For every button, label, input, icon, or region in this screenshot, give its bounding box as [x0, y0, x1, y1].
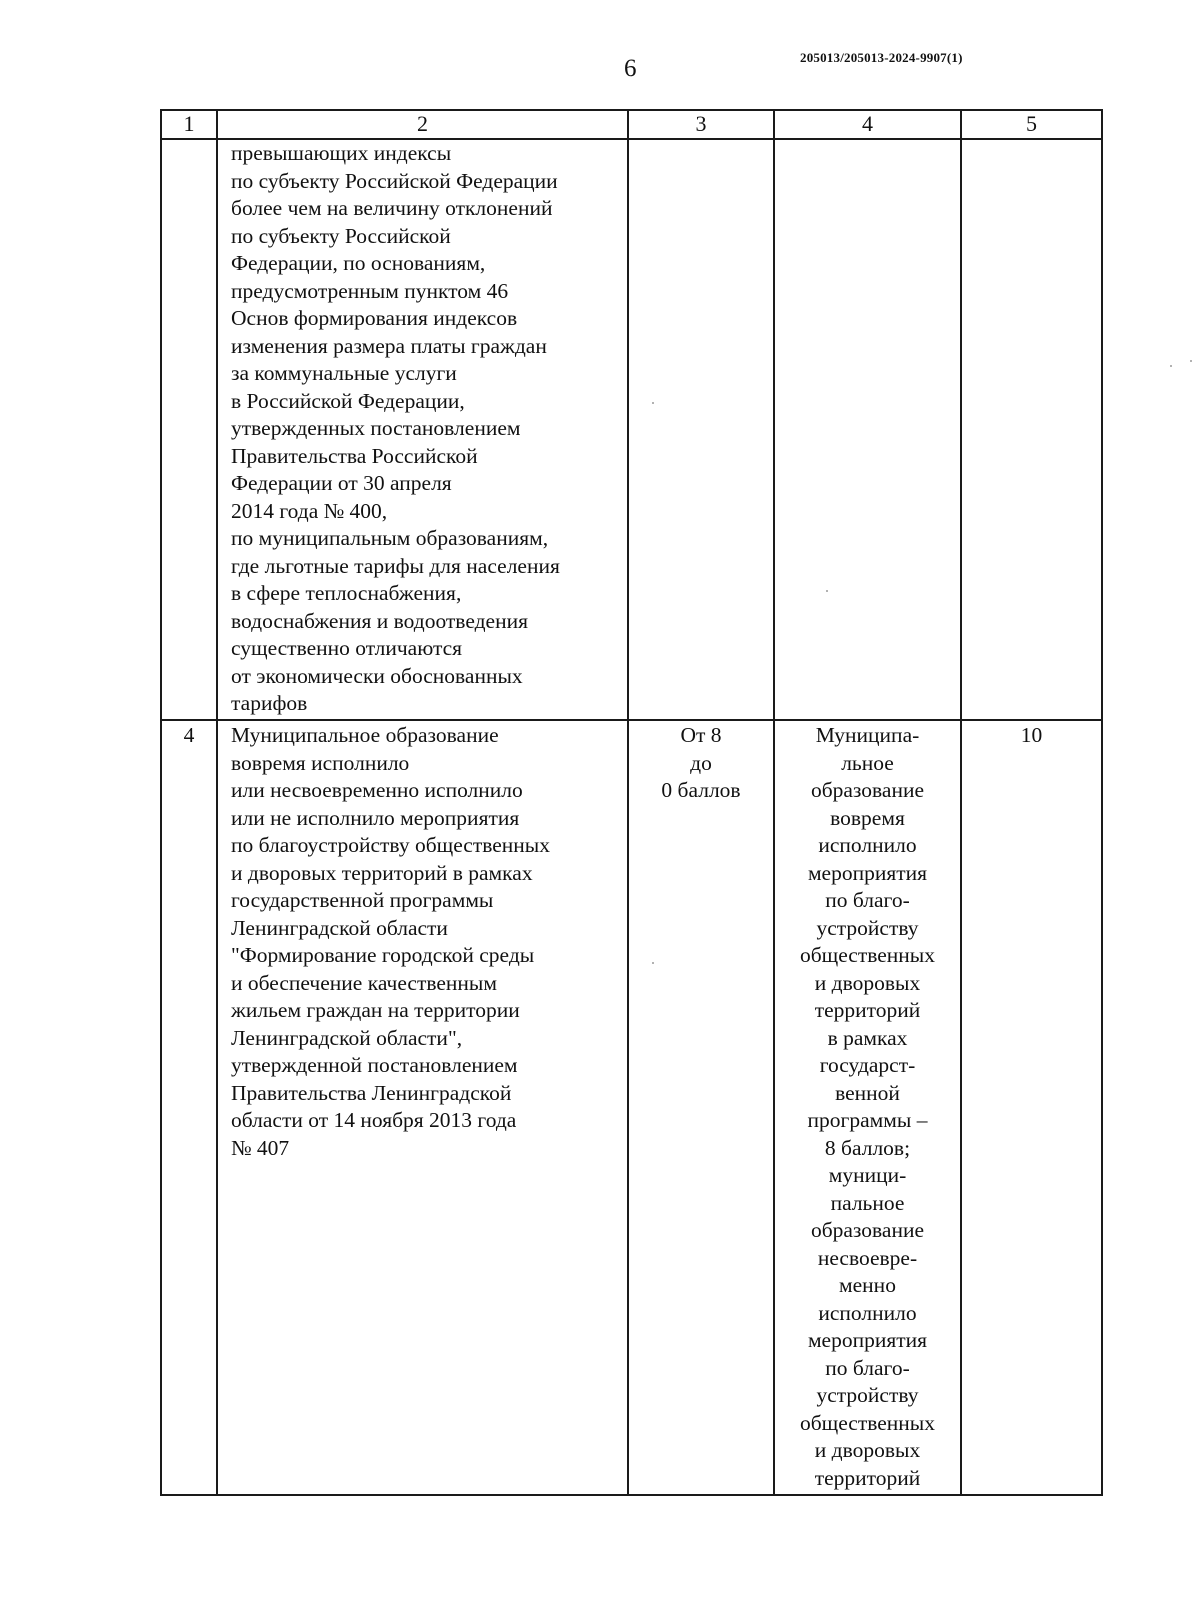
row-number: 4	[183, 723, 195, 747]
scan-speck	[1170, 365, 1172, 367]
scoring-rule: Муниципа- льное образование вовремя исполнило мероприятия по благо- устройству общественных и дворовых территорий в рамках государст- венной программы – 8 баллов; муници- пальное образование несвоевре- менно исполнило мероприятия по благо- устройству общественных и дворовых территорий	[799, 723, 936, 1490]
column-header-4: 4	[862, 111, 873, 136]
table-border-left	[160, 109, 162, 1496]
page-number: 6	[624, 55, 637, 82]
column-header-3: 3	[695, 111, 707, 136]
continuation-criterion-text: превышающих индексы по субъекту Российской Федерации более чем на величину отклонений по субъекту Российской Федерации, по основаниям, предусмотренным пунктом 46 Основ формирования индексов изменения размера платы граждан за коммунальные услуги в Российской Федерации, утвержденных постановлением Правительства Российской Федерации от 30 апреля 2014 года № 400, по муниципальным образованиям, где льготные тарифы для населения в сфере теплоснабжения, водоснабжения и водоотведения существенно отличаются от экономически обоснованных тарифов	[231, 141, 560, 715]
score-range: От 8 до 0 баллов	[661, 723, 741, 802]
column-divider-1	[216, 109, 218, 1496]
column-divider-4	[960, 109, 962, 1496]
criterion-text: Муниципальное образование вовремя исполнило или несвоевременно исполнило или не исполнило мероприятия по благоустройству общественных и дворовых территорий в рамках государственной программы Ленинградской области "Формирование городской среды и обеспечение качественным жильем граждан на территории Ленинградской области", утвержденной постановлением Правительства Ленинградской области от 14 ноября 2013 года № 407	[231, 723, 550, 1160]
scan-speck	[652, 402, 654, 404]
scan-speck	[652, 962, 654, 964]
scan-speck	[1190, 360, 1192, 362]
document-code: 205013/205013-2024-9907(1)	[800, 50, 963, 65]
column-header-5: 5	[1026, 111, 1037, 136]
criteria-table	[160, 109, 1103, 1494]
scan-speck	[826, 590, 828, 592]
table-border-right	[1101, 109, 1103, 1496]
weight-value: 10	[1020, 723, 1043, 747]
column-header-1: 1	[183, 111, 195, 136]
column-header-2: 2	[417, 111, 428, 136]
